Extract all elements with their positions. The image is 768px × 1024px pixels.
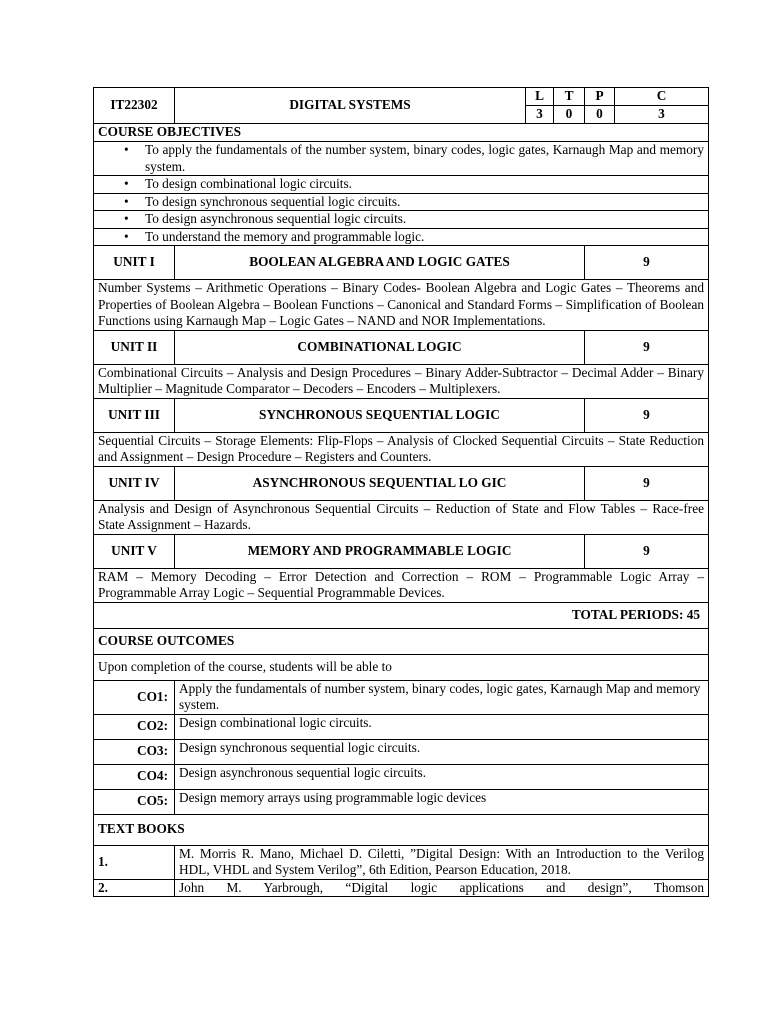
unit-title: COMBINATIONAL LOGIC: [175, 330, 585, 364]
outcome-row: [94, 680, 709, 714]
unit-header-row: [94, 398, 709, 432]
objective-cell: [94, 211, 709, 229]
textbook-text: John M. Yarbrough, “Digital logic applications and design”, Thomson: [175, 879, 709, 897]
ltpc-header-t: T: [554, 88, 585, 106]
objective-cell: [94, 193, 709, 211]
outcome-code: CO2:: [94, 714, 175, 739]
outcome-code: CO1:: [94, 680, 175, 714]
unit-label: UNIT IV: [94, 466, 175, 500]
ltpc-header-p: P: [585, 88, 615, 106]
ltpc-value-t: 0: [554, 106, 585, 124]
outcome-code: CO3:: [94, 739, 175, 764]
textbook-number: 2.: [94, 879, 175, 897]
objectives-heading: COURSE OBJECTIVES: [94, 124, 709, 142]
outcomes-intro: Upon completion of the course, students will be able to: [94, 654, 709, 680]
unit-title: MEMORY AND PROGRAMMABLE LOGIC: [175, 534, 585, 568]
unit-label: UNIT III: [94, 398, 175, 432]
outcome-row: [94, 789, 709, 814]
objective-cell: [94, 176, 709, 194]
unit-content: RAM – Memory Decoding – Error Detection and Correction – ROM – Programmable Logic Array – Programmable Array Logic – Sequential Programmable Devices.: [94, 568, 709, 602]
outcome-code: CO4:: [94, 764, 175, 789]
objective-item: • To design asynchronous sequential logic circuits.: [145, 211, 704, 228]
ltpc-header-c: C: [615, 88, 709, 106]
unit-label: UNIT V: [94, 534, 175, 568]
unit-periods: 9: [585, 330, 709, 364]
unit-content: Number Systems – Arithmetic Operations – Binary Codes- Boolean Algebra and Logic Gates – Theorems and Properties of Boolean Algebra – Boolean Functions – Canonical and Standard Forms – Simplification of Boolean Functions using Karnaugh Map – Logic Gates – NAND and NOR Implementations.: [94, 280, 709, 331]
course-title: DIGITAL SYSTEMS: [175, 88, 526, 124]
outcome-row: [94, 764, 709, 789]
unit-content: Combinational Circuits – Analysis and Design Procedures – Binary Adder-Subtractor – Decimal Adder – Binary Multiplier – Magnitude Comparator – Decoders – Encoders – Multiplexers.: [94, 364, 709, 398]
textbooks-heading: TEXT BOOKS: [94, 814, 709, 845]
outcome-text: Design asynchronous sequential logic circuits.: [175, 764, 709, 789]
ltpc-value-l: 3: [526, 106, 554, 124]
course-code: IT22302: [94, 88, 175, 124]
unit-title: BOOLEAN ALGEBRA AND LOGIC GATES: [175, 246, 585, 280]
unit-periods: 9: [585, 398, 709, 432]
outcome-text: Design synchronous sequential logic circuits.: [175, 739, 709, 764]
total-periods: TOTAL PERIODS: 45: [94, 602, 709, 628]
objective-cell: [94, 142, 709, 176]
unit-title: ASYNCHRONOUS SEQUENTIAL LO GIC: [175, 466, 585, 500]
unit-periods: 9: [585, 466, 709, 500]
unit-header-row: [94, 330, 709, 364]
unit-content: Analysis and Design of Asynchronous Sequential Circuits – Reduction of State and Flow Tables – Race-free State Assignment – Hazards.: [94, 500, 709, 534]
outcome-row: [94, 739, 709, 764]
ltpc-value-c: 3: [615, 106, 709, 124]
ltpc-value-p: 0: [585, 106, 615, 124]
objective-item: • To design synchronous sequential logic circuits.: [145, 194, 704, 211]
unit-label: UNIT I: [94, 246, 175, 280]
syllabus-page: [93, 87, 708, 897]
unit-header-row: [94, 246, 709, 280]
outcome-text: Design combinational logic circuits.: [175, 714, 709, 739]
course-header-row: [94, 88, 709, 106]
textbook-text: M. Morris R. Mano, Michael D. Ciletti, ”Digital Design: With an Introduction to the Verilog HDL, VHDL and System Verilog”, 6th Edition, Pearson Education, 2018.: [175, 845, 709, 879]
unit-header-row: [94, 466, 709, 500]
outcome-text: Apply the fundamentals of number system, binary codes, logic gates, Karnaugh Map and memory system.: [175, 680, 709, 714]
objective-item: • To understand the memory and programmable logic.: [145, 229, 704, 246]
unit-content: Sequential Circuits – Storage Elements: Flip-Flops – Analysis of Clocked Sequential Circuits – State Reduction and Assignment – Design Procedure – Registers and Counters.: [94, 432, 709, 466]
outcome-text: Design memory arrays using programmable logic devices: [175, 789, 709, 814]
outcomes-heading: COURSE OUTCOMES: [94, 628, 709, 654]
ltpc-header-l: L: [526, 88, 554, 106]
textbook-number: 1.: [94, 845, 175, 879]
syllabus-table: [93, 87, 709, 897]
unit-periods: 9: [585, 534, 709, 568]
unit-label: UNIT II: [94, 330, 175, 364]
objective-cell: [94, 228, 709, 246]
objective-item: • To design combinational logic circuits.: [145, 176, 704, 193]
unit-header-row: [94, 534, 709, 568]
textbook-row: [94, 845, 709, 879]
unit-title: SYNCHRONOUS SEQUENTIAL LOGIC: [175, 398, 585, 432]
unit-periods: 9: [585, 246, 709, 280]
textbook-row: [94, 879, 709, 897]
outcome-code: CO5:: [94, 789, 175, 814]
objective-item: • To apply the fundamentals of the number system, binary codes, logic gates, Karnaugh Map and memory system.: [145, 142, 704, 175]
outcome-row: [94, 714, 709, 739]
